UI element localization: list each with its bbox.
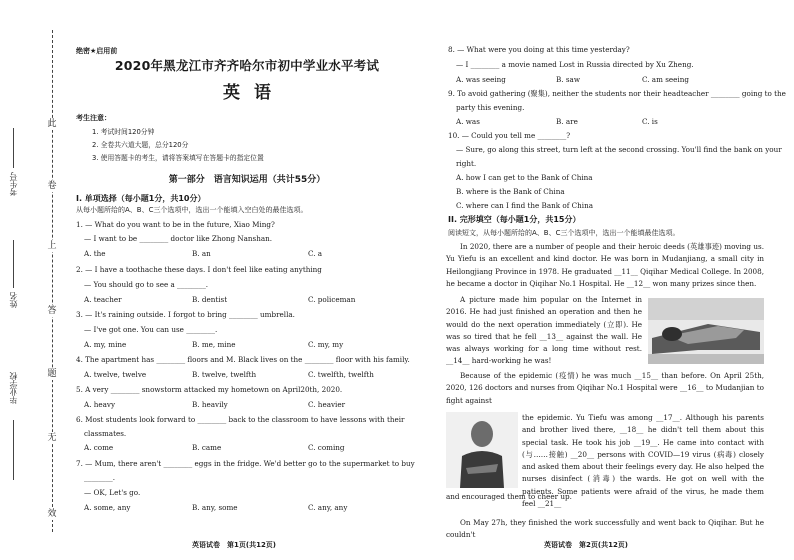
option: B. are [556,117,578,126]
notice-item: 3. 使用答题卡的考生，请将答案填写在答题卡的指定位置 [92,154,264,162]
page-footer: 英语试卷 第1页(共12页) [192,541,277,549]
question-stem: — I ________ a movie named Lost in Russia directed by Xu Zheng. [456,60,694,69]
question-stem: ________. [84,473,116,482]
option: C. where can I find the Bank of China [456,201,593,210]
question-stem: party this evening. [456,103,525,112]
question-stem: 9. To avoid gathering (聚集), neither the students nor their headteacher ________ going to the [448,89,786,98]
question-stem: 6. Most students look forward to ________ back to the classroom to have lessons with their [76,415,405,424]
notice-item: 1. 考试时间120分钟 [92,128,155,136]
question-stem: 1. — What do you want to be in the future, Xiao Ming? [76,220,275,229]
option: B. twelve, twelfth [192,370,257,379]
binding-word: 此 [47,119,57,129]
option: A. my, mine [84,340,127,349]
question-stem: 4. The apartment has ________ floors and M. Black lives on the ________ floor with his family. [76,355,410,364]
option: C. coming [308,443,345,452]
page-footer: 英语试卷 第2页(共12页) [544,541,629,549]
option: A. come [84,443,114,452]
binding-word: 答 [47,306,57,316]
section-intro: 从每小题所给的A、B、C三个选项中，选出一个能填入空白处的最佳选项。 [76,206,308,214]
question-stem: 10. — Could you tell me ________? [448,131,571,140]
option: B. dentist [192,295,228,304]
section-title: I. 单项选择（每小题1分，共10分） [76,194,206,203]
option: C. a [308,249,323,258]
notice-list [92,126,264,165]
option: C. my, my [308,340,344,349]
cut-line [52,30,53,532]
option: A. heavy [84,400,116,409]
option: C. any, any [308,503,348,512]
option: A. was [456,117,480,126]
binding-word: 效 [47,509,57,519]
option: A. some, any [84,503,131,512]
option: C. heavier [308,400,346,409]
option: A. the [84,249,106,258]
passage-paragraph-4: On May 27h, they finished the work successfully and went back to Qiqihar. But he couldn't [446,518,764,540]
question-stem: — OK, Let's go. [84,488,141,497]
passage-paragraph-3-end: and encouraged them to cheer up. [446,492,572,501]
question-stem: classmates. [84,429,127,438]
option: C. twelfth, twelfth [308,370,374,379]
photo-doctor-portrait [446,412,518,488]
subject-title: 英语 [223,83,285,103]
option: C. am seeing [642,75,689,84]
secret-label: 绝密★启用前 [76,47,118,55]
section-intro: 阅读短文，从每小题所给的A、B、C三个选项中，选出一个能填最佳选项。 [448,229,680,237]
field-line [13,420,14,480]
option: B. me, mine [192,340,236,349]
question-stem: right. [456,159,477,168]
passage-paragraph-3-wrap: the epidemic. Yu Tiefu was among __17__. Although his parents and brother lived there, __18__ he didn't tell them about this special task. He took his job __19__. He came into contact with (与……接触) __20__ persons with COVID—19 virus (病毒) closely and asked them about their feelings every day. He also helped the nurses disinfect (消毒) the wards. He got on well with the patients. Some patients were afraid of the virus, he made them feel __21__ [522,413,764,509]
option: B. came [192,443,222,452]
binding-strip [0,0,72,560]
question-stem: 7. — Mum, there aren't ________ eggs in the fridge. We'd better go to the supermarket to buy [76,459,415,468]
option: A. twelve, twelve [84,370,147,379]
question-stem: — Sure, go along this street, turn left at the second crossing. You'll find the bank on your [456,145,782,154]
question-stem: 8. — What were you doing at this time yesterday? [448,45,630,54]
question-stem: — I want to be ________ doctor like Zhong Nanshan. [84,234,273,243]
option: C. is [642,117,658,126]
notice-item: 2. 全卷共六道大题，总分120分 [92,141,189,149]
option: A. teacher [84,295,122,304]
binding-word: 题 [47,369,57,379]
option: C. policeman [308,295,356,304]
passage-paragraph-2: A picture made him popular on the Internet in 2016. He had just finished an operation and then he would do the next operation immediately (立即). He was so tired that he fell __13__ against the wall. He was always working for a long time without rest. __14__ hard-working he was! [446,295,642,366]
page-2 [446,0,786,560]
page-1 [74,0,420,560]
field-line [13,240,14,288]
option: A. was seeing [456,75,506,84]
field-candidate-number: 考生号 [9,172,18,196]
field-school: 毕业学校 [9,372,18,404]
binding-word: 上 [47,241,57,251]
section-title: II. 完形填空（每小题1分，共15分） [448,215,581,224]
option: B. saw [556,75,580,84]
question-stem: 3. — It's raining outside. I forgot to bring ________ umbrella. [76,310,295,319]
photo-doctor-resting [648,298,764,364]
option: B. heavily [192,400,228,409]
option: B. any, some [192,503,238,512]
part-title: 第一部分 语言知识运用（共计55分） [168,175,326,185]
passage-paragraph-1: In 2020, there are a number of people and their heroic deeds (英雄事迹) moving us. Yu Yiefu is an excellent and kind doctor. He was born in Mudanjiang, a small city in Heilongjiang Province in 1978. He graduated __11__ Qiqihar Medical College. In 2008, he became a doctor in Qiqihar No.1 Hospital. He __12__ won many prizes since then. [446,242,764,288]
question-stem: 5. A very ________ snowstorm attacked my hometown on April20th, 2020. [76,385,343,394]
binding-word: 无 [47,433,57,443]
exam-title: 2020年黑龙江市齐齐哈尔市初中学业水平考试 [114,58,380,73]
option: B. where is the Bank of China [456,187,565,196]
option: B. an [192,249,211,258]
passage-paragraph-3-top: Because of the epidemic (疫情) he was much __15__ than before. On April 25th, 2020, 126 doctors and nurses from Qiqihar No.1 Hospital were __16__ to Mudanjian to fight against [446,371,764,405]
binding-word: 卷 [47,181,57,191]
question-stem: 2. — I have a toothache these days. I don't feel like eating anything [76,265,322,274]
question-stem: — You should go to see a ________. [84,280,209,289]
question-stem: — I've got one. You can use ________. [84,325,218,334]
field-line [13,128,14,168]
option: A. how I can get to the Bank of China [456,173,593,182]
field-name: 姓名 [9,292,18,308]
notice-title: 考生注意： [76,114,111,122]
